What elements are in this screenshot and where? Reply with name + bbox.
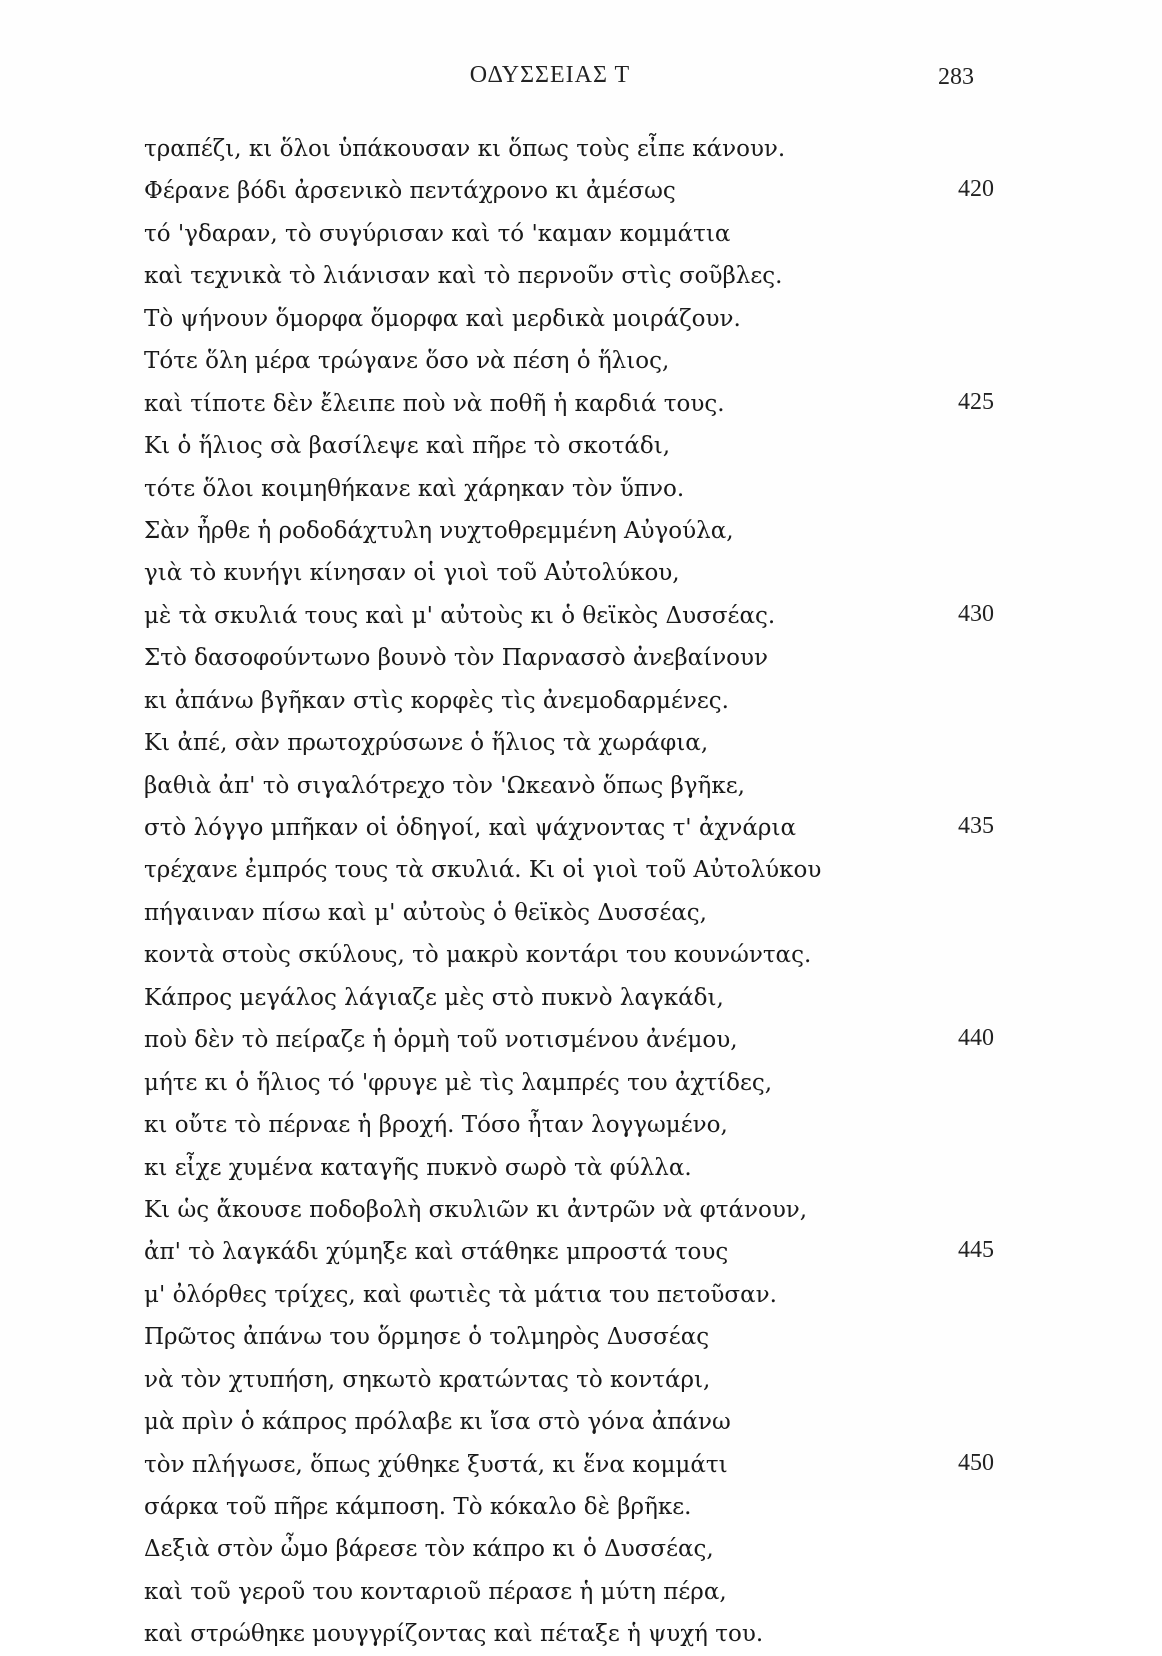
verse-text: μ' ὀλόρθες τρίχες, καὶ φωτιὲς τὰ μάτια του πετοῦσαν. [144, 1281, 777, 1308]
verse-line [144, 1189, 984, 1231]
verse-text: Δεξιὰ στὸν ὦμο βάρεσε τὸν κάπρο κι ὁ Δυσσέας, [144, 1536, 714, 1563]
verse-text: μὲ τὰ σκυλιά τους καὶ μ' αὐτοὺς κι ὁ θεϊκὸς Δυσσέας. [144, 602, 776, 629]
verse-line [144, 977, 984, 1019]
line-number: 430 [958, 600, 994, 627]
verse-text: νὰ τὸν χτυπήση, σηκωτὸ κρατώντας τὸ κοντάρι, [144, 1366, 711, 1393]
verse-line [144, 849, 984, 891]
verse-line [144, 1147, 984, 1189]
line-number: 425 [958, 388, 994, 415]
verse-text: Κι ὁ ἥλιος σὰ βασίλεψε καὶ πῆρε τὸ σκοτάδι, [144, 433, 671, 460]
verse-line [144, 1062, 984, 1104]
verse-text: τὸν πλήγωσε, ὅπως χύθηκε ξυστά, κι ἕνα κομμάτι [144, 1451, 728, 1478]
verse-text: κι ἀπάνω βγῆκαν στὶς κορφὲς τὶς ἀνεμοδαρμένες. [144, 687, 729, 714]
verse-line [144, 1316, 984, 1358]
verse-line [144, 552, 984, 594]
verse-text: Πρῶτος ἀπάνω του ὅρμησε ὁ τολμηρὸς Δυσσέας [144, 1324, 710, 1351]
verse-line [144, 595, 994, 637]
verse-text: ποὺ δὲν τὸ πείραζε ἡ ὁρμὴ τοῦ νοτισμένου ἀνέμου, [144, 1027, 738, 1054]
verse-line [144, 1486, 984, 1528]
verse-line [144, 1104, 984, 1146]
verse-line [144, 340, 984, 382]
verse-text: γιὰ τὸ κυνήγι κίνησαν οἱ γιοὶ τοῦ Αὐτολύκου, [144, 560, 680, 587]
verse-text: πήγαιναν πίσω καὶ μ' αὐτοὺς ὁ θεϊκὸς Δυσσέας, [144, 899, 707, 926]
verse-text: τότε ὅλοι κοιμηθήκανε καὶ χάρηκαν τὸν ὕπνο. [144, 475, 685, 502]
line-number: 420 [958, 176, 994, 203]
verse-text: Σὰν ἦρθε ἡ ροδοδάχτυλη νυχτοθρεμμένη Αὐγούλα, [144, 517, 734, 544]
verse-text: τρέχανε ἐμπρός τους τὰ σκυλιά. Κι οἱ γιοὶ τοῦ Αὐτολύκου [144, 857, 822, 884]
verse-line [144, 1613, 984, 1655]
verse-text: τό 'γδαραν, τὸ συγύρισαν καὶ τό 'καμαν κομμάτια [144, 220, 731, 247]
verse-line [144, 765, 984, 807]
verse-text: Στὸ δασοφούντωνο βουνὸ τὸν Παρνασσὸ ἀνεβαίνουν [144, 645, 768, 672]
verse-text: καὶ τεχνικὰ τὸ λιάνισαν καὶ τὸ περνοῦν στὶς σοῦβλες. [144, 263, 783, 290]
verse-text: κοντὰ στοὺς σκύλους, τὸ μακρὺ κοντάρι του κουνώντας. [144, 942, 812, 969]
running-head-title: ΟΔΥΣΣΕΙΑΣ Τ [469, 62, 631, 88]
verse-line [144, 255, 984, 297]
verse-text: κι οὔτε τὸ πέρναε ἡ βροχή. Τόσο ἦταν λογγωμένο, [144, 1112, 728, 1139]
page-number: 283 [938, 64, 974, 90]
verse-text: Τότε ὅλη μέρα τρώγανε ὅσο νὰ πέση ὁ ἥλιος, [144, 348, 670, 375]
verse-text: ἀπ' τὸ λαγκάδι χύμηξε καὶ στάθηκε μπροστά τους [144, 1239, 729, 1266]
line-number: 445 [958, 1237, 994, 1264]
verse-text: καὶ τοῦ γεροῦ του κονταριοῦ πέρασε ἡ μύτη πέρα, [144, 1578, 727, 1605]
verse-text: καὶ τίποτε δὲν ἔλειπε ποὺ νὰ ποθῆ ἡ καρδιά τους. [144, 390, 725, 417]
verse-line [144, 637, 984, 679]
verse-line [144, 722, 984, 764]
verse-line [144, 383, 994, 425]
verse-line [144, 680, 984, 722]
verse-line [144, 1571, 984, 1613]
verse-line [144, 1528, 984, 1570]
verse-text: Κάπρος μεγάλος λάγιαζε μὲς στὸ πυκνὸ λαγκάδι, [144, 984, 724, 1011]
line-number: 450 [958, 1449, 994, 1476]
verse-text: κι εἶχε χυμένα καταγῆς πυκνὸ σωρὸ τὰ φύλλα. [144, 1154, 692, 1181]
verse-line [144, 128, 984, 170]
verse-line [144, 934, 984, 976]
line-number: 435 [958, 813, 994, 839]
verse-text: Τὸ ψήνουν ὅμορφα ὅμορφα καὶ μερδικὰ μοιράζουν. [144, 305, 741, 332]
verse-text: καὶ στρώθηκε μουγγρίζοντας καὶ πέταξε ἡ ψυχή του. [144, 1621, 764, 1648]
verse-text: στὸ λόγγο μπῆκαν οἱ ὁδηγοί, καὶ ψάχνοντας τ' ἀχνάρια [144, 815, 796, 841]
verse-text: βαθιὰ ἀπ' τὸ σιγαλότρεχο τὸν 'Ωκεανὸ ὅπως βγῆκε, [144, 772, 745, 799]
verse-line [144, 892, 984, 934]
verse-line [144, 1401, 984, 1443]
verse-line [144, 298, 984, 340]
verse-line [144, 1231, 994, 1273]
verse-text: Κι ὡς ἄκουσε ποδοβολὴ σκυλιῶν κι ἀντρῶν νὰ φτάνουν, [144, 1196, 808, 1223]
verse-line [144, 170, 994, 212]
verse-line [144, 213, 984, 255]
verse-line [144, 510, 984, 552]
verse-line [144, 1274, 984, 1316]
verse-text: σάρκα τοῦ πῆρε κάμποση. Τὸ κόκαλο δὲ βρῆκε. [144, 1494, 692, 1520]
verse-line [144, 807, 994, 849]
verse-line [144, 1444, 994, 1486]
verse-line [144, 1019, 994, 1061]
verse-text: Κι ἀπέ, σὰν πρωτοχρύσωνε ὁ ἥλιος τὰ χωράφια, [144, 730, 709, 757]
verse-text: Φέρανε βόδι ἀρσενικὸ πεντάχρονο κι ἀμέσως [144, 178, 676, 205]
verse-text: μήτε κι ὁ ἥλιος τό 'φρυγε μὲ τὶς λαμπρές του ἀχτίδες, [144, 1069, 773, 1096]
verse-text: μὰ πρὶν ὁ κάπρος πρόλαβε κι ἴσα στὸ γόνα ἀπάνω [144, 1409, 731, 1436]
verse-text: τραπέζι, κι ὅλοι ὑπάκουσαν κι ὅπως τοὺς εἶπε κάνουν. [144, 136, 786, 162]
verse-line [144, 1359, 984, 1401]
verse-line [144, 425, 984, 467]
verse-line [144, 468, 984, 510]
verse-block [144, 128, 994, 1656]
line-number: 440 [958, 1025, 994, 1052]
